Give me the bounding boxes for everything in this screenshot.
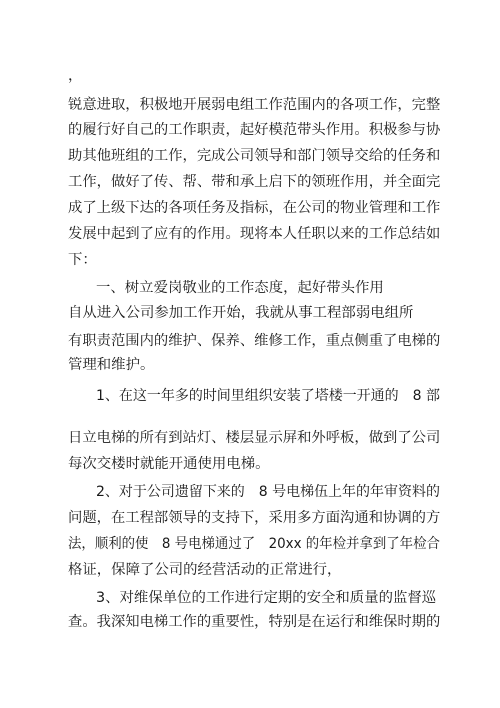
text-line: ， — [68, 68, 83, 84]
text-line: 的履行好自己的工作职责，起好模范带头作用。积极参与协 — [68, 122, 441, 138]
text-line: 发展中起到了应有的作用。现将本人任职以来的工作总结如 — [68, 226, 441, 242]
text-line: 助其他班组的工作，完成公司领导和部门领导交给的任务和 — [68, 148, 441, 164]
text-line: 有职责范围内的维护、保养、维修工作，重点侧重了电梯的 — [68, 333, 441, 349]
text-line: 工作，做好了传、帮、带和承上启下的领班作用，并全面完 — [68, 174, 441, 190]
text-line: 3、对维保单位的工作进行定期的安全和质量的监督巡 — [96, 590, 437, 606]
text-line: 管理和维护。 — [68, 357, 155, 373]
text-line: 成了上级下达的各项任务及指标，在公司的物业管理和工作 — [68, 200, 441, 216]
text-line: 查。我深知电梯工作的重要性，特别是在运行和维保时期的 — [68, 614, 441, 630]
text-line: 问题，在工程部领导的支持下，采用多方面沟通和协调的方 — [68, 510, 441, 526]
text-line: 每次交楼时就能开通使用电梯。 — [68, 456, 270, 472]
section-heading: 一、树立爱岗敬业的工作态度，起好带头作用 — [96, 280, 384, 296]
text-line: 自从进入公司参加工作开始，我就从事工程部弱电组所 — [68, 305, 414, 321]
text-line: 下： — [68, 252, 97, 268]
text-line: 1、在这一年多的时间里组织安装了塔楼一开通的 8 部 — [96, 388, 440, 404]
text-line: 日立电梯的所有到站灯、楼层显示屏和外呼板，做到了公司 — [68, 430, 441, 446]
text-line: 锐意进取，积极地开展弱电组工作范围内的各项工作，完整 — [68, 97, 441, 113]
text-line: 格证，保障了公司的经营活动的正常进行， — [68, 562, 342, 578]
text-line: 法，顺利的使 8 号电梯通过了 20xx 的年检并拿到了年检合 — [68, 536, 440, 552]
text-line: 2、对于公司遗留下来的 8 号电梯伍上年的年审资料的 — [96, 484, 440, 500]
